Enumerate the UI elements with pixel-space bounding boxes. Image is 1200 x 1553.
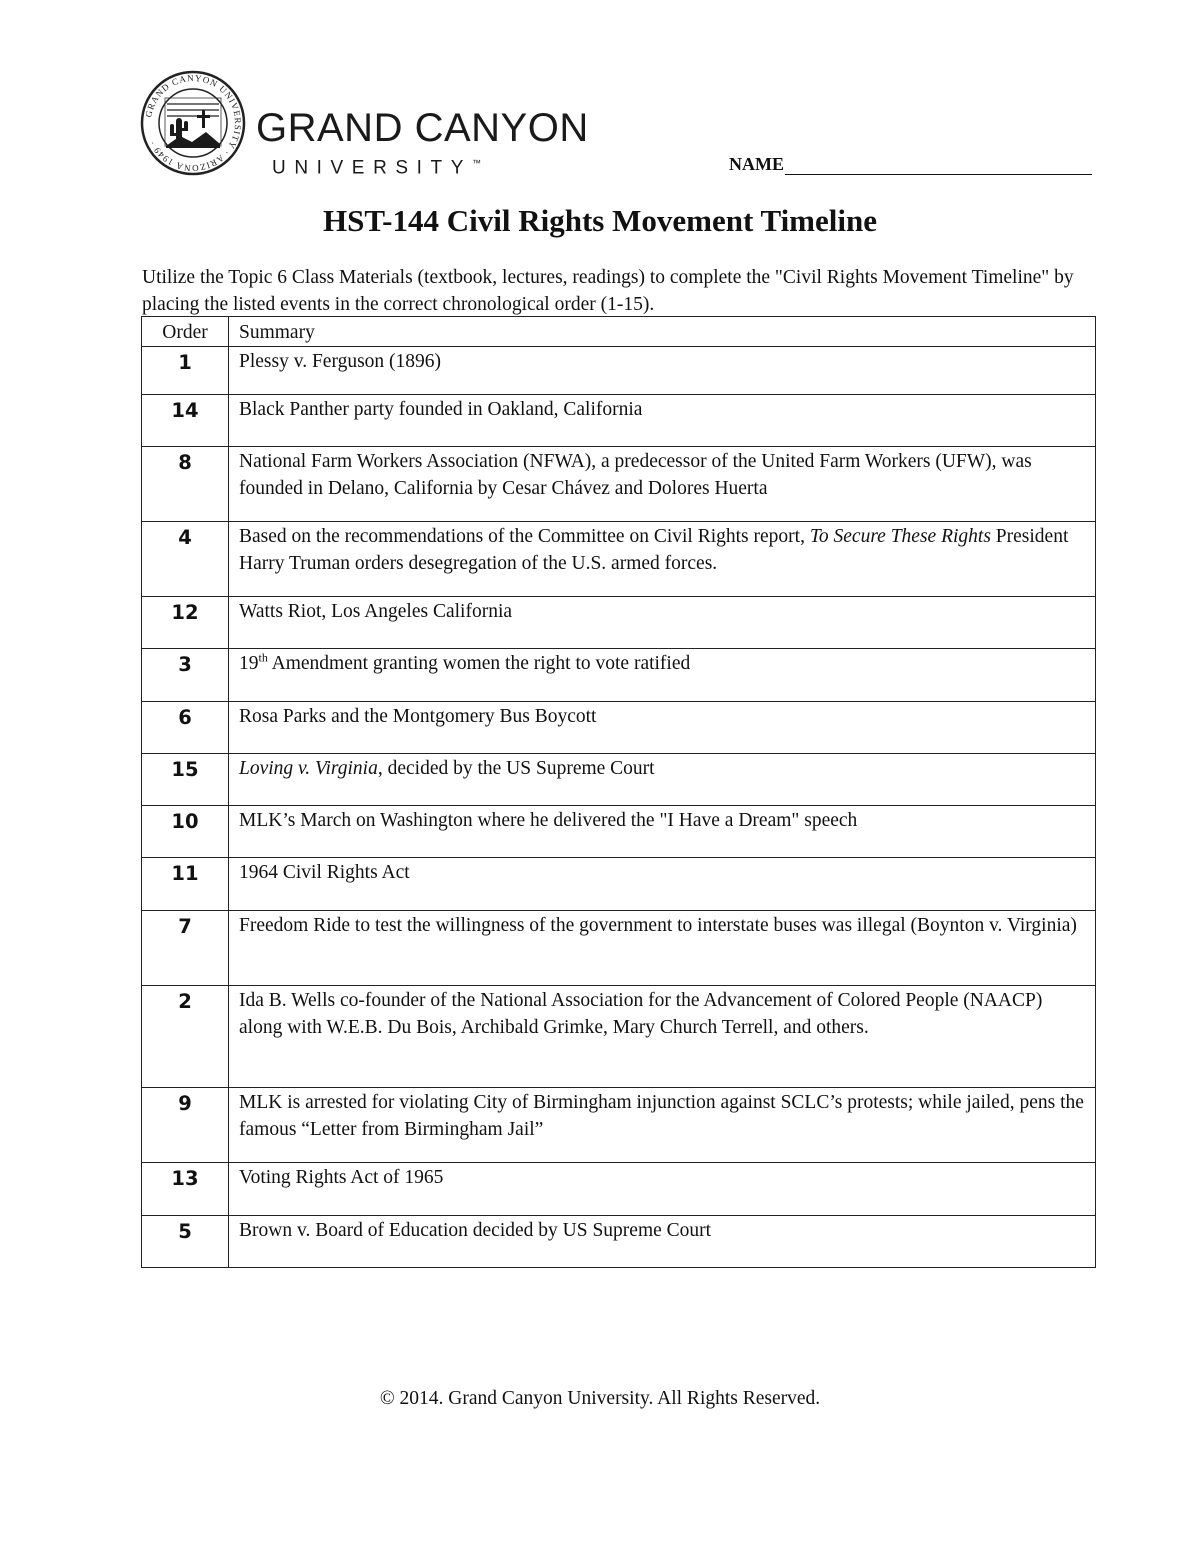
order-number: 12 xyxy=(142,597,229,649)
summary-text: 19 xyxy=(239,653,259,674)
table-row xyxy=(142,1163,1096,1216)
university-seal-logo xyxy=(140,70,246,176)
order-number: 5 xyxy=(142,1216,229,1268)
order-number: 3 xyxy=(142,649,229,702)
event-summary: Freedom Ride to test the willingness of the government to interstate buses was illegal (Boynton v. Virginia) xyxy=(229,911,1096,986)
order-number: 1 xyxy=(142,347,229,395)
summary-text: Amendment granting women the right to vote ratified xyxy=(267,653,691,674)
order-number: 9 xyxy=(142,1088,229,1163)
order-number: 2 xyxy=(142,986,229,1088)
order-number: 4 xyxy=(142,522,229,597)
table-row xyxy=(142,395,1096,447)
table-row xyxy=(142,649,1096,702)
order-number: 11 xyxy=(142,858,229,911)
table-row xyxy=(142,754,1096,806)
summary-text: , decided by the US Supreme Court xyxy=(377,758,655,779)
report-title: To Secure These Rights xyxy=(809,526,991,547)
timeline-table xyxy=(141,316,1096,1268)
order-column-header: Order xyxy=(142,317,229,347)
table-row xyxy=(142,1088,1096,1163)
table-row xyxy=(142,986,1096,1088)
table-row xyxy=(142,1216,1096,1268)
table-row xyxy=(142,858,1096,911)
event-summary: MLK’s March on Washington where he delivered the "I Have a Dream" speech xyxy=(229,806,1096,858)
instructions-text: Utilize the Topic 6 Class Materials (textbook, lectures, readings) to complete the "Civil Rights Movement Timeline" by placing the listed events in the correct chronological order (1-15). xyxy=(142,267,1074,315)
document-header xyxy=(140,70,1110,185)
order-number: 8 xyxy=(142,447,229,522)
copyright-footer: © 2014. Grand Canyon University. All Rights Reserved. xyxy=(379,1388,821,1409)
event-summary: Ida B. Wells co-founder of the National Association for the Advancement of Colored People (NAACP) along with W.E.B. Du Bois, Archibald Grimke, Mary Church Terrell, and others. xyxy=(229,986,1096,1088)
order-number: 14 xyxy=(142,395,229,447)
table-row xyxy=(142,806,1096,858)
case-name: Loving v. Virginia xyxy=(239,758,378,779)
event-summary: Voting Rights Act of 1965 xyxy=(229,1163,1096,1216)
event-summary: Watts Riot, Los Angeles California xyxy=(229,597,1096,649)
event-summary: Rosa Parks and the Montgomery Bus Boycott xyxy=(229,702,1096,754)
event-summary xyxy=(229,649,1096,702)
order-number: 6 xyxy=(142,702,229,754)
wordmark-university: UNIVERSITY xyxy=(272,157,473,179)
event-summary: Brown v. Board of Education decided by US Supreme Court xyxy=(229,1216,1096,1268)
ordinal-superscript: th xyxy=(258,650,268,665)
seal-ring-text: GRAND CANYON UNIVERSITY · ARIZONA 1949 · xyxy=(143,72,244,174)
table-row xyxy=(142,597,1096,649)
event-summary: Black Panther party founded in Oakland, California xyxy=(229,395,1096,447)
name-blank-line[interactable] xyxy=(785,154,1092,175)
table-row xyxy=(142,522,1096,597)
order-number: 13 xyxy=(142,1163,229,1216)
order-number: 7 xyxy=(142,911,229,986)
name-field xyxy=(729,154,1092,175)
name-label: NAME xyxy=(729,154,784,174)
table-row xyxy=(142,911,1096,986)
order-number: 10 xyxy=(142,806,229,858)
summary-text: President Harry Truman orders desegregation of the U.S. armed forces. xyxy=(239,526,1069,574)
event-summary: Plessy v. Ferguson (1896) xyxy=(229,347,1096,395)
summary-text: Based on the recommendations of the Committee on Civil Rights report, xyxy=(239,526,810,547)
event-summary xyxy=(229,754,1096,806)
summary-column-header: Summary xyxy=(229,317,1096,347)
event-summary xyxy=(229,522,1096,597)
table-row xyxy=(142,702,1096,754)
wordmark-line-1: GRAND CANYON xyxy=(256,106,589,150)
wordmark-line-2 xyxy=(256,152,589,179)
table-header-row xyxy=(142,317,1096,347)
event-summary: National Farm Workers Association (NFWA), a predecessor of the United Farm Workers (UFW), was founded in Delano, California by Cesar Chávez and Dolores Huerta xyxy=(229,447,1096,522)
university-wordmark xyxy=(256,106,589,179)
event-summary: MLK is arrested for violating City of Birmingham injunction against SCLC’s protests; while jailed, pens the famous “Letter from Birmingham Jail” xyxy=(229,1088,1096,1163)
trademark-symbol: ™ xyxy=(472,158,482,168)
order-number: 15 xyxy=(142,754,229,806)
table-row xyxy=(142,447,1096,522)
document-title: HST-144 Civil Rights Movement Timeline xyxy=(322,203,877,238)
event-summary: 1964 Civil Rights Act xyxy=(229,858,1096,911)
table-row xyxy=(142,347,1096,395)
